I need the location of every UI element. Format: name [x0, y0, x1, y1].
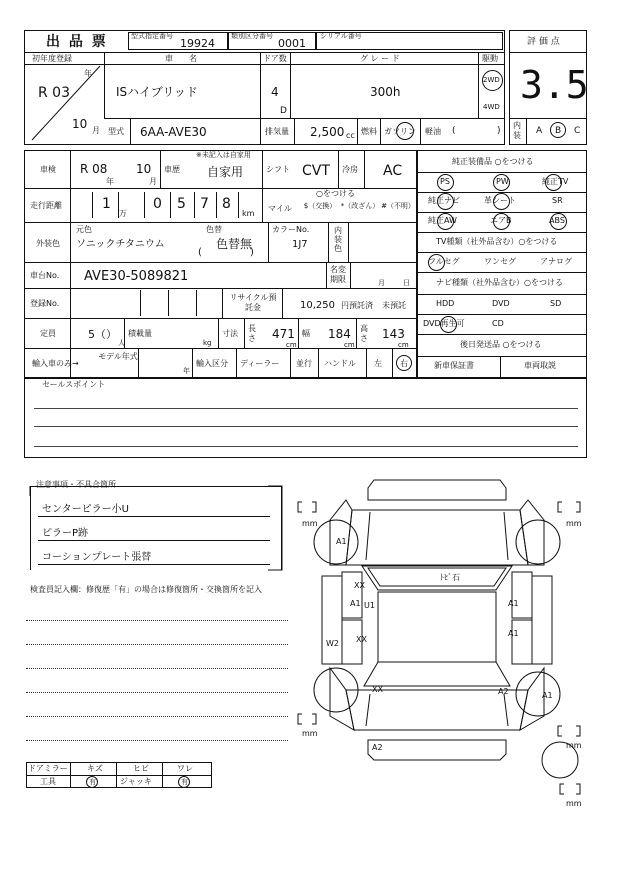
mark-unknown: #（不明） [381, 202, 415, 210]
chassis-number: AVE30-5089821 [84, 269, 189, 284]
equip-abs: ABS [549, 216, 565, 225]
navi-dvd-play: DVD再生可 [423, 319, 465, 328]
color-number: 1J7 [292, 239, 308, 250]
navi-cd: CD [492, 319, 504, 328]
car-name: ISハイブリッド [116, 85, 198, 99]
navi-sd: SD [550, 299, 562, 308]
navi-hdd: HDD [436, 299, 455, 308]
equip-sr: SR [552, 196, 563, 205]
door-count: 4 [271, 85, 279, 99]
mark-front-left-tire: A1 [336, 537, 347, 546]
height-value: 143 [382, 327, 405, 341]
mark-right-rear-door: A1 [508, 629, 519, 638]
mileage-digit-1: 1 [102, 196, 111, 212]
mark-tampered: *（改ざん） [340, 202, 380, 210]
mark-left-side-w2: W2 [326, 639, 339, 648]
ruibetsu-number: 0001 [278, 37, 306, 50]
mark-left-rear-door-xx: XX [356, 635, 367, 644]
mark-exchanged: $（交換） [303, 202, 337, 210]
model-code: 6AA-AVE30 [140, 125, 207, 139]
note-item-1: センターピラー小U [42, 504, 129, 515]
air-conditioning: AC [383, 163, 403, 179]
grade: 300h [370, 85, 401, 99]
shaken-month: 10 [136, 162, 152, 176]
mark-rear-bumper-a2: A2 [372, 743, 383, 752]
notes-title: 注意事項・不具合箇所 [36, 480, 116, 489]
mark-pillar-u1: U1 [364, 601, 375, 610]
length-value: 471 [272, 327, 295, 341]
mileage-digit-3: 5 [177, 196, 186, 212]
mark-right-front-door: A1 [508, 599, 519, 608]
equip-navi: 純正ナビ [428, 196, 460, 205]
mileage-digit-2: 0 [153, 196, 162, 212]
mileage-digit-5: 8 [222, 196, 231, 212]
navi-dvd: DVD [492, 299, 510, 308]
note-item-2: ピラーP跡 [42, 528, 89, 539]
shaken-year: R 08 [80, 162, 108, 176]
first-reg-month: 10 [72, 117, 88, 131]
seating-capacity: 5（） [88, 328, 117, 341]
first-reg-year: R 03 [38, 85, 70, 101]
later-manual: 車両取説 [524, 361, 556, 370]
equip-pw: PW [496, 177, 509, 186]
recycle-fee: 10,250 [300, 300, 335, 311]
color-change-status: 色替無 [216, 237, 253, 251]
evaluation-score: 3.5 [520, 63, 589, 107]
tv-fullseg: フルセグ [428, 257, 460, 266]
later-warranty: 新車保証書 [434, 361, 474, 370]
mileage-digit-4: 7 [200, 196, 209, 212]
tv-analog: アナログ [540, 257, 572, 266]
mark-rear-right-tire: A1 [542, 691, 553, 700]
displacement: 2,500 [310, 125, 345, 139]
mark-left-front-door: A1 [350, 599, 361, 608]
equip-airbag: エアB [490, 216, 512, 225]
kata-number: 19924 [180, 37, 215, 50]
usage-history: 自家用 [207, 165, 244, 179]
mark-rear-fender-a2: A2 [498, 687, 509, 696]
equip-aw: 純正AW [428, 216, 457, 225]
equip-leather: 革シート [484, 196, 516, 205]
equip-ps: PS [440, 177, 450, 186]
equip-tv: 純正TV [542, 177, 569, 186]
transmission: CVT [302, 163, 330, 179]
note-item-3: コーションプレート張替 [42, 552, 152, 563]
tv-oneseg: ワンセグ [484, 257, 516, 266]
mark-chip-note: ﾄﾋﾞ石 [440, 573, 460, 582]
sheet-title: 出 品 票 [46, 34, 108, 50]
body-color: ソニックチタニウム [76, 239, 165, 250]
mark-left-pillar: XX [354, 581, 365, 590]
sales-point-label: セールスポイント [42, 380, 106, 389]
width-value: 184 [328, 327, 351, 341]
mark-rear-xx: XX [372, 685, 383, 694]
inspector-note: 検査員記入欄：修復歴「有」の場合は修復箇所・交換箇所を記入 [30, 585, 262, 594]
